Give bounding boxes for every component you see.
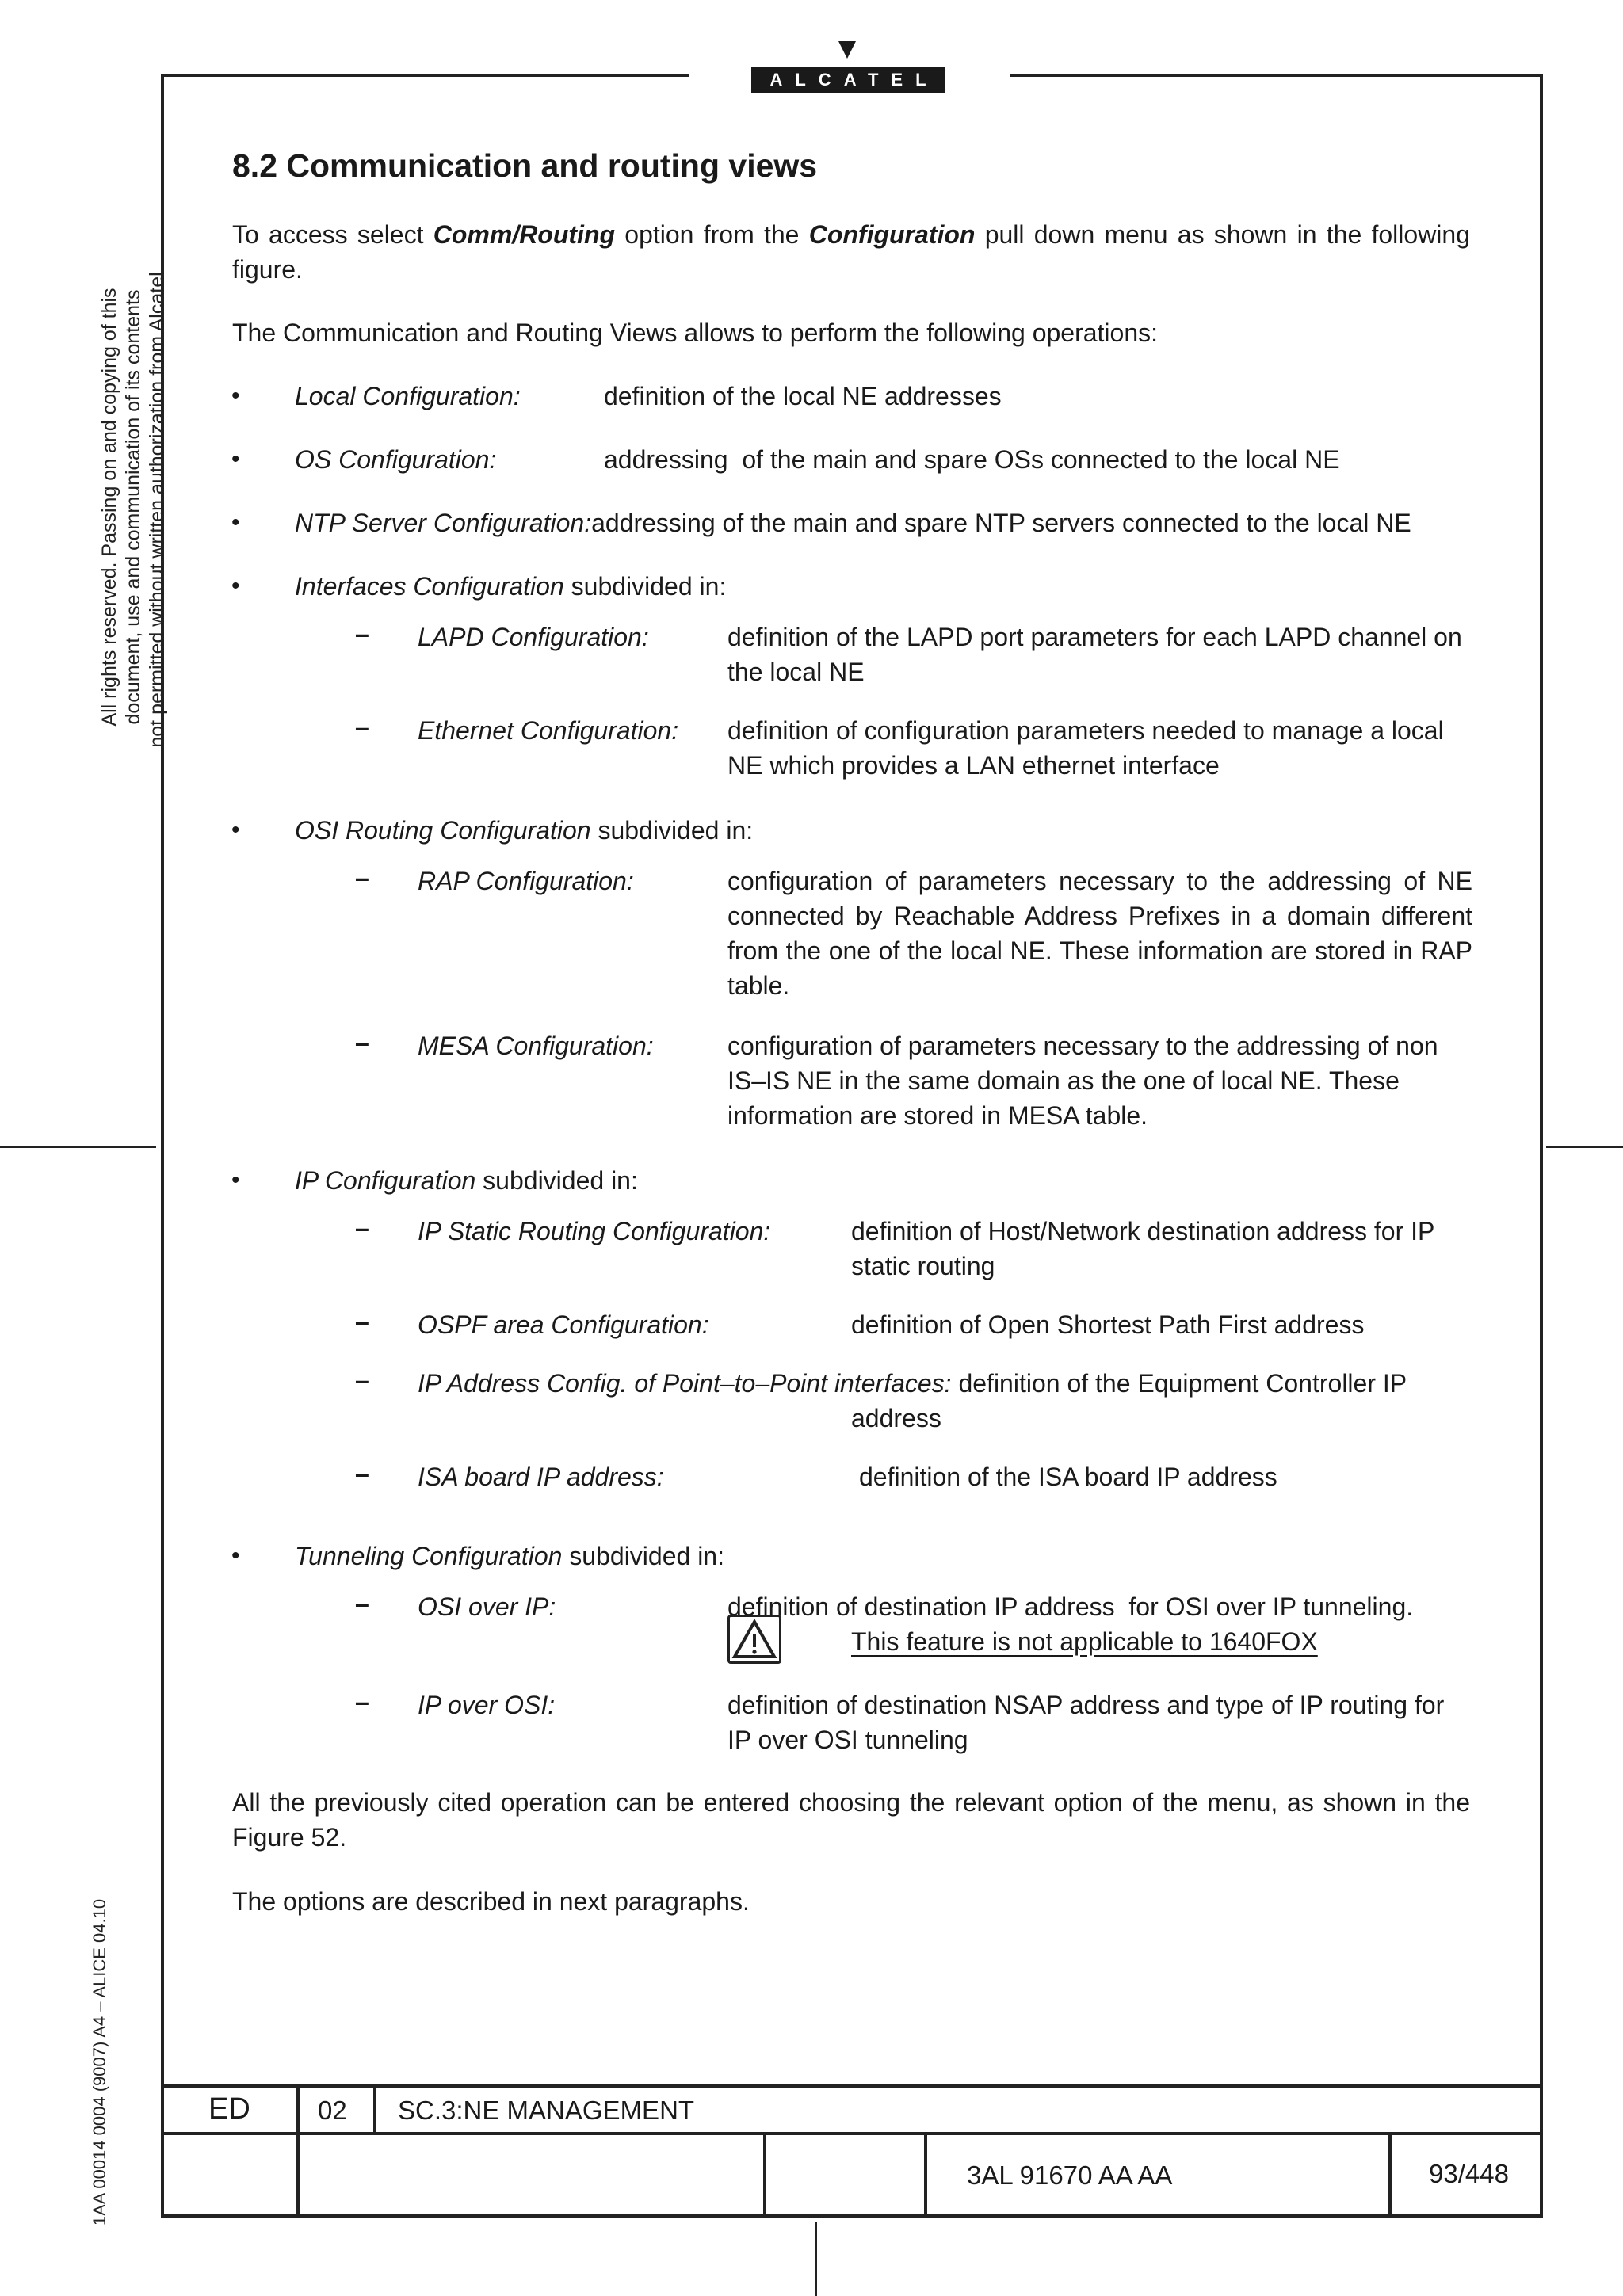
ip-static-term: IP Static Routing Configuration:	[418, 1217, 771, 1245]
ip-addr-line	[418, 1366, 1407, 1401]
rap-config-term: RAP Configuration:	[418, 867, 634, 895]
ethernet-config-desc: definition of configuration parameters needed to manage a local NE which provides a LAN ethernet interface	[727, 716, 1444, 780]
dash-icon: –	[355, 1028, 369, 1057]
fold-mark-right	[1546, 1146, 1623, 1148]
bullet-icon: •	[231, 446, 240, 472]
osi-over-ip-desc: definition of destination IP address for OSI over IP tunneling.	[727, 1592, 1414, 1621]
ip-config-term: IP Configuration	[295, 1166, 476, 1195]
intro-bold-comm-routing: Comm/Routing	[433, 220, 616, 249]
dash-icon: –	[355, 1366, 369, 1394]
footer-page-number: 93/448	[1429, 2159, 1509, 2188]
local-config-desc: definition of the local NE addresses	[604, 382, 1002, 410]
os-config-term: OS Configuration:	[295, 445, 497, 474]
isa-desc: definition of the ISA board IP address	[859, 1463, 1277, 1491]
copyright-line-3: not permitted without written authorization from Alcatel.	[146, 266, 168, 748]
interfaces-config-term: Interfaces Configuration	[295, 572, 564, 601]
rap-config-desc: configuration of parameters necessary to the addressing of NE connected by Reachable Address Prefixes in a domain different from the one of the local NE. These information are stored in RAP table.	[727, 867, 1472, 1000]
footer-table	[161, 2084, 1543, 2218]
side-copyright	[97, 222, 169, 792]
footer-ed-value: 02	[318, 2096, 347, 2125]
lapd-config-desc: definition of the LAPD port parameters for each LAPD channel on the local NE	[727, 623, 1462, 686]
dash-icon: –	[355, 1589, 369, 1618]
section-heading: 8.2 Communication and routing views	[232, 147, 818, 184]
tunneling-suffix: subdivided in:	[562, 1542, 724, 1570]
interfaces-config-line	[295, 569, 726, 604]
dash-icon: –	[355, 1688, 369, 1716]
warning-icon	[727, 1615, 781, 1664]
alcatel-logo: ALCATEL	[751, 67, 945, 93]
os-config-desc: addressing of the main and spare OSs connected to the local NE	[604, 445, 1340, 474]
side-doc-code: 1AA 00014 0004 (9007) A4 – ALICE 04.10	[90, 1898, 109, 2226]
intro-paragraph-2: The Communication and Routing Views allows to perform the following operations:	[232, 318, 1159, 347]
ip-addr-desc-cont: address	[851, 1404, 941, 1432]
intro-text-2: option from the	[615, 220, 809, 249]
tunneling-line	[295, 1539, 724, 1573]
isa-term: ISA board IP address:	[418, 1463, 664, 1491]
bullet-icon: •	[231, 573, 240, 599]
copyright-line-1: All rights reserved. Passing on and copying of this	[98, 288, 120, 727]
footer-divider	[924, 2132, 927, 2218]
bullet-icon: •	[231, 1167, 240, 1193]
dash-icon: –	[355, 620, 369, 648]
mesa-config-desc: configuration of parameters necessary to the addressing of non IS–IS NE in the same domain as the one of local NE. These information are stored in MESA table.	[727, 1032, 1438, 1130]
footer-divider	[1388, 2132, 1392, 2218]
ospf-desc: definition of Open Shortest Path First address	[851, 1310, 1365, 1339]
outro-paragraph-1: All the previously cited operation can be entered choosing the relevant option of the menu, as shown in the Figure 52.	[232, 1788, 1470, 1852]
ethernet-config-term: Ethernet Configuration:	[418, 716, 679, 745]
ip-over-osi-term: IP over OSI:	[418, 1691, 556, 1719]
ntp-config-line	[295, 505, 1411, 540]
ip-over-osi-desc: definition of destination NSAP address and type of IP routing for IP over OSI tunneling	[727, 1691, 1445, 1754]
intro-bold-configuration: Configuration	[808, 220, 976, 249]
ip-addr-term: IP Address Config. of Point–to–Point interfaces:	[418, 1369, 952, 1398]
bullet-icon: •	[231, 509, 240, 536]
osi-routing-line	[295, 813, 753, 848]
ntp-config-term: NTP Server Configuration:	[295, 509, 592, 537]
footer-divider	[763, 2132, 766, 2218]
osi-over-ip-term: OSI over IP:	[418, 1592, 556, 1621]
ntp-config-desc: addressing of the main and spare NTP servers connected to the local NE	[591, 509, 1411, 537]
fold-mark-left	[0, 1146, 156, 1148]
footer-section: SC.3:NE MANAGEMENT	[398, 2096, 695, 2125]
footer-ed-label: ED	[208, 2092, 250, 2126]
ip-config-line	[295, 1163, 638, 1198]
fold-mark-bottom	[815, 2222, 817, 2296]
bullet-icon: •	[231, 383, 240, 409]
bullet-icon: •	[231, 1543, 240, 1569]
interfaces-config-suffix: subdivided in:	[563, 572, 727, 601]
logo-triangle-icon	[838, 41, 856, 59]
intro-text-3: pull down menu as shown in the following figure.	[232, 220, 1470, 284]
osi-over-ip-note: This feature is not applicable to 1640FOX	[851, 1627, 1318, 1656]
osi-routing-suffix: subdivided in:	[590, 816, 754, 845]
dash-icon: –	[355, 864, 369, 892]
dash-icon: –	[355, 713, 369, 742]
tunneling-term: Tunneling Configuration	[295, 1542, 563, 1570]
lapd-config-term: LAPD Configuration:	[418, 623, 649, 651]
ip-static-desc: definition of Host/Network destination address for IP static routing	[851, 1217, 1434, 1280]
intro-paragraph	[232, 217, 1470, 287]
mesa-config-term: MESA Configuration:	[418, 1032, 654, 1060]
ip-config-suffix: subdivided in:	[475, 1166, 638, 1195]
footer-divider	[373, 2084, 376, 2134]
ospf-term: OSPF area Configuration:	[418, 1310, 709, 1339]
dash-icon: –	[355, 1459, 369, 1488]
footer-doc-code: 3AL 91670 AA AA	[967, 2161, 1173, 2190]
footer-divider	[296, 2084, 300, 2218]
intro-text-1: To access select	[232, 220, 433, 249]
ip-addr-desc: definition of the Equipment Controller IP	[951, 1369, 1407, 1398]
osi-routing-term: OSI Routing Configuration	[295, 816, 591, 845]
footer-rule-mid	[161, 2132, 1543, 2135]
footer-rule-top	[161, 2084, 1543, 2088]
dash-icon: –	[355, 1214, 369, 1242]
outro-paragraph-2: The options are described in next paragraphs.	[232, 1887, 750, 1916]
dash-icon: –	[355, 1307, 369, 1336]
local-config-term: Local Configuration:	[295, 382, 521, 410]
copyright-line-2: document, use and communication of its contents	[122, 289, 144, 725]
bullet-icon: •	[231, 817, 240, 843]
